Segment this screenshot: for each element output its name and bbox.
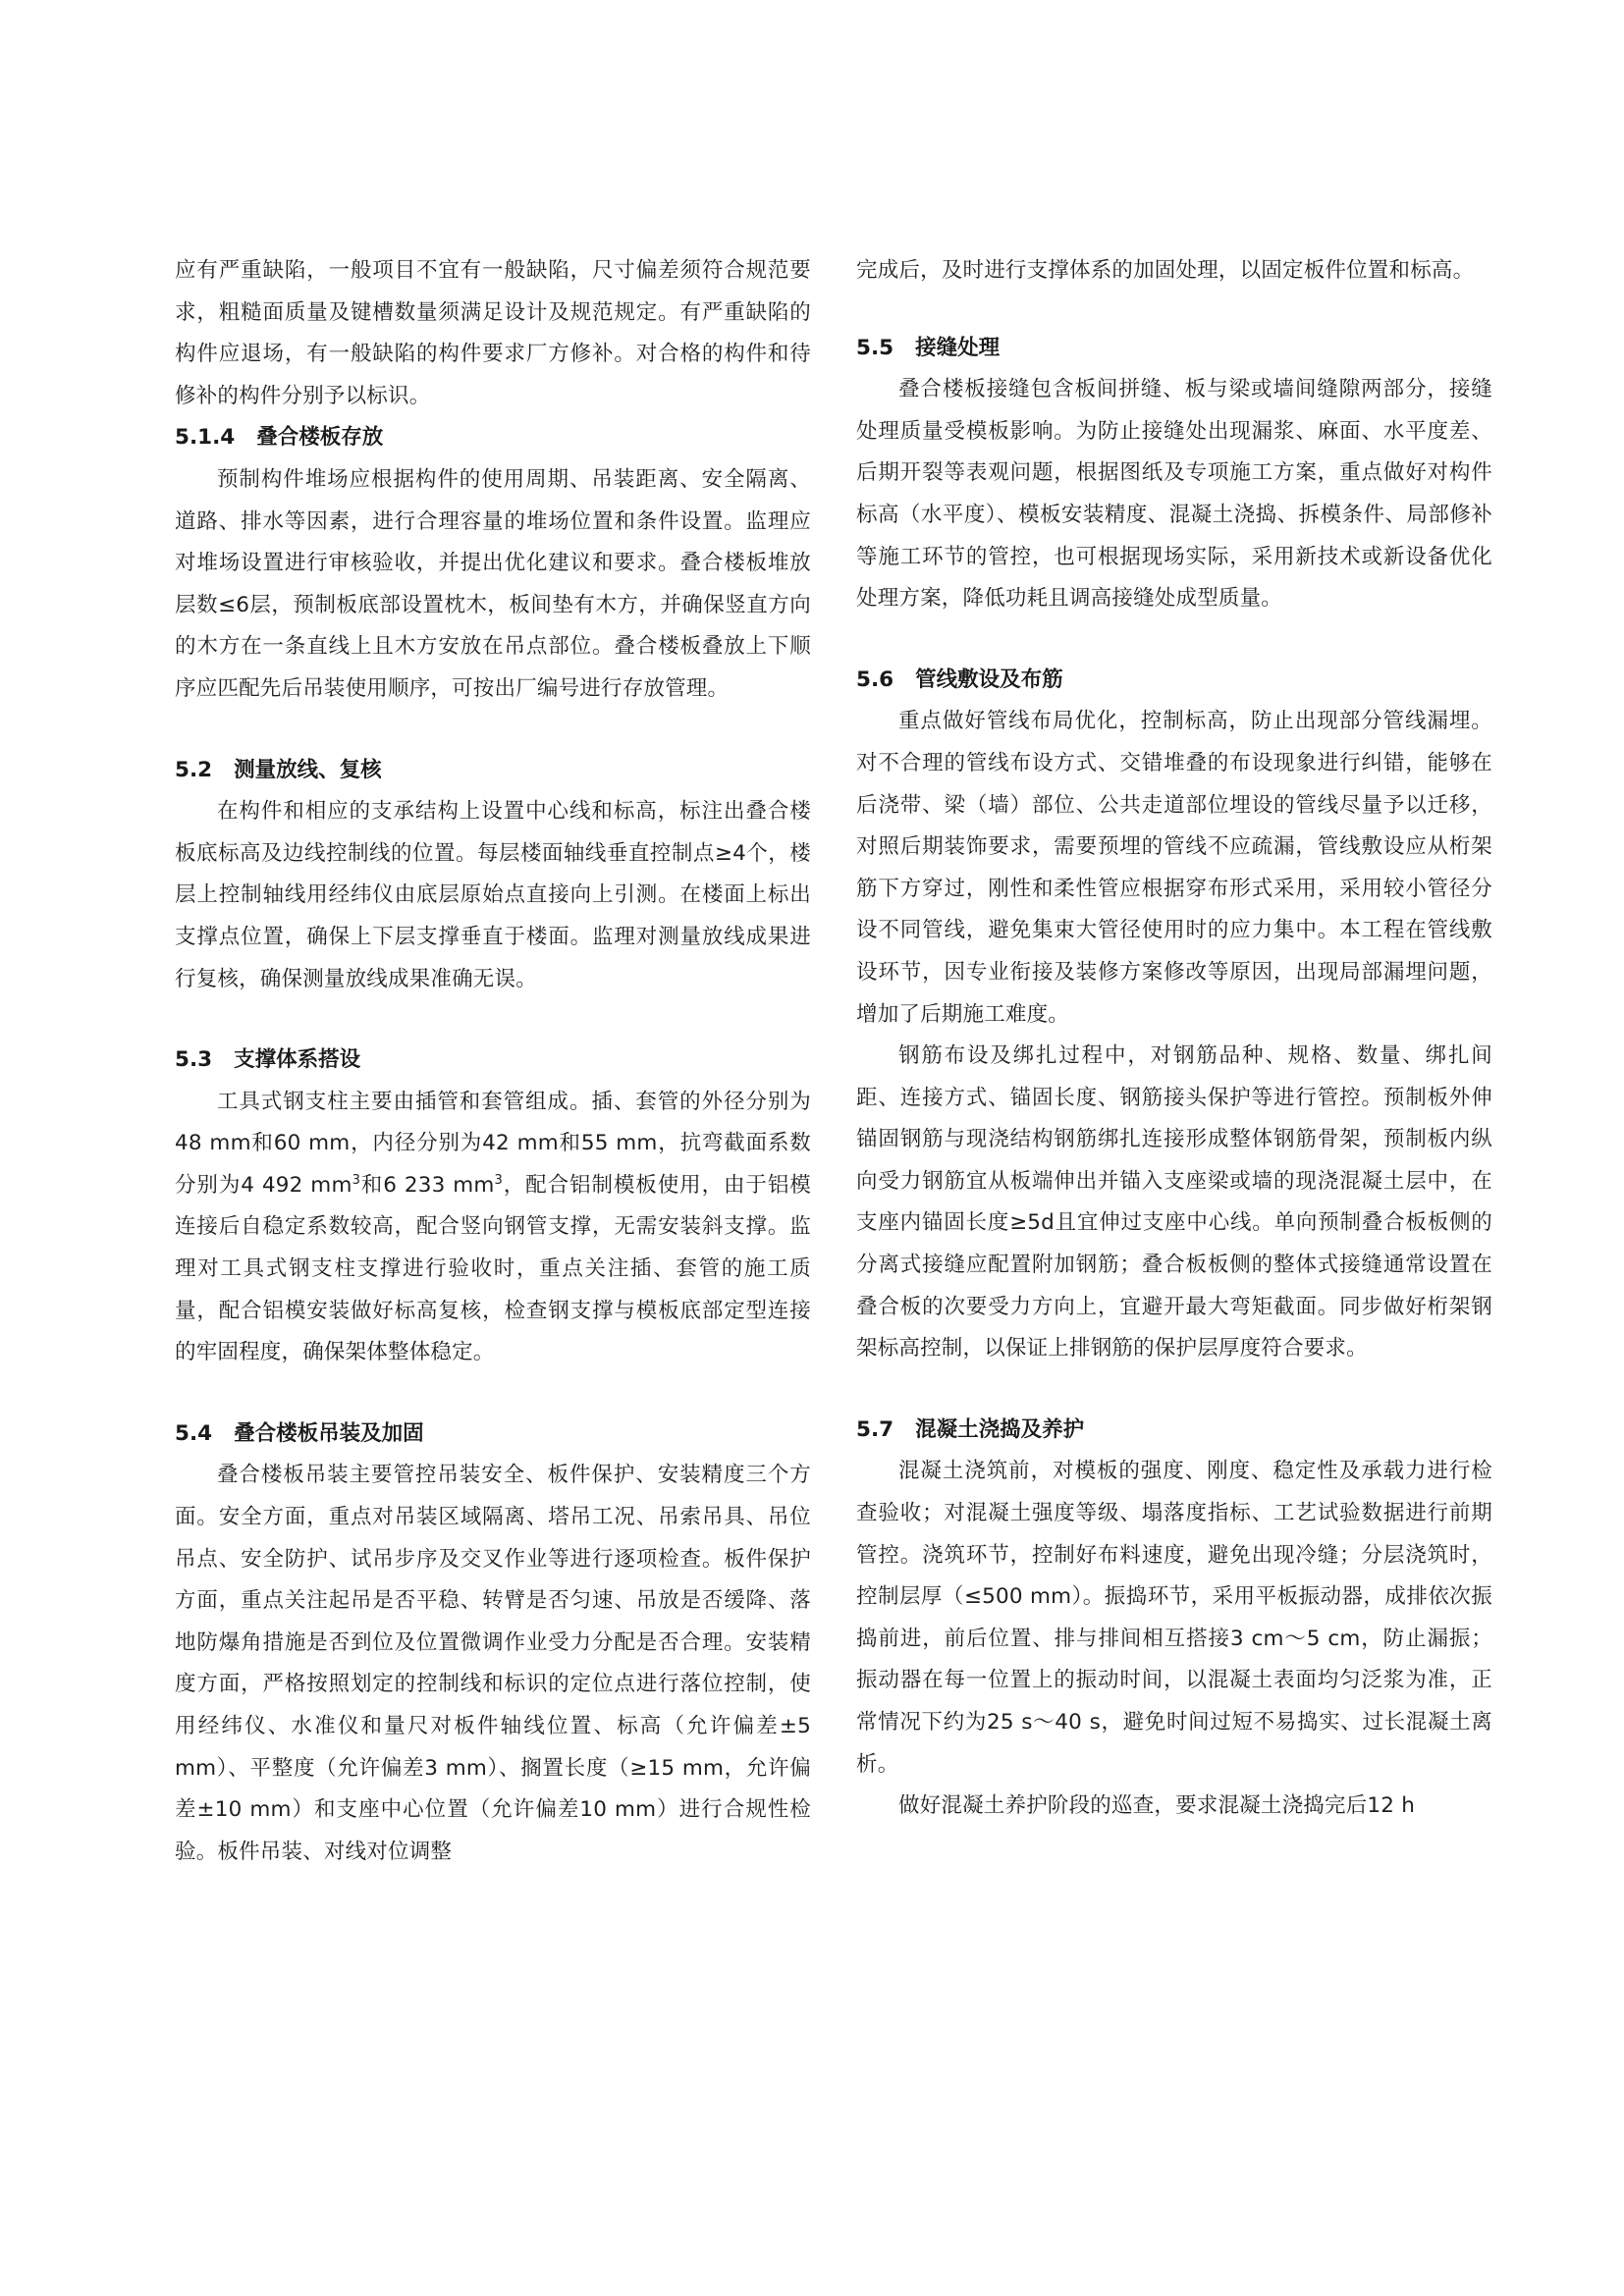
section-5-7-paragraph-2: 做好混凝土养护阶段的巡查，要求混凝土浇捣完后12 h	[898, 1793, 1416, 1819]
section-heading-5-1-4	[175, 417, 811, 459]
section-heading-5-5	[856, 328, 1492, 370]
left-column	[175, 250, 811, 1873]
section-title: 测量放线、复核	[234, 757, 382, 782]
section-heading-5-6	[856, 660, 1492, 702]
section-5-4-paragraph: 叠合楼板吊装主要管控吊装安全、板件保护、安装精度三个方面。安全方面，重点对吊装区域隔离、塔吊工况、吊索吊具、吊位吊点、安全防护、试吊步序及交叉作业等进行逐项检查。板件保护方面，重点关注起吊是否平稳、转臂是否匀速、吊放是否缓降、落地防爆角措施是否到位及位置微调作业受力分配是否合理。安装精度方面，严格按照划定的控制线和标识的定位点进行落位控制，使用经纬仪、水准仪和量尺对板件轴线位置、标高（允许偏差±5 mm）、平整度（允许偏差3 mm）、搁置长度（≥15 mm，允许偏差±10 mm）和支座中心位置（允许偏差10 mm）进行合规性检验。板件吊装、对线对位调整	[175, 1463, 811, 1864]
intro-paragraph: 应有严重缺陷，一般项目不宜有一般缺陷，尺寸偏差须符合规范要求，粗糙面质量及键槽数量须满足设计及规范规定。有严重缺陷的构件应退场，有一般缺陷的构件要求厂方修补。对合格的构件和待修补的构件分别予以标识。	[175, 258, 811, 408]
section-title: 混凝土浇捣及养护	[915, 1416, 1085, 1442]
section-heading-5-2	[175, 750, 811, 792]
section-5-2-paragraph: 在构件和相应的支承结构上设置中心线和标高，标注出叠合楼板底标高及边线控制线的位置。每层楼面轴线垂直控制点≥4个，楼层上控制轴线用经纬仪由底层原始点直接向上引测。在楼面上标出支撑点位置，确保上下层支撑垂直于楼面。监理对测量放线成果进行复核，确保测量放线成果准确无误。	[175, 799, 811, 991]
section-5-6-paragraph-2: 钢筋布设及绑扎过程中，对钢筋品种、规格、数量、绑扎间距、连接方式、锚固长度、钢筋接头保护等进行管控。预制板外伸锚固钢筋与现浇结构钢筋绑扎连接形成整体钢筋骨架，预制板内纵向受力钢筋宜从板端伸出并锚入支座梁或墙的现浇混凝土层中，在支座内锚固长度≥5d且宜伸过支座中心线。单向预制叠合板板侧的分离式接缝应配置附加钢筋；叠合板板侧的整体式接缝通常设置在叠合板的次要受力方向上，宜避开最大弯矩截面。同步做好桁架钢架标高控制，以保证上排钢筋的保护层厚度符合要求。	[856, 1043, 1492, 1362]
section-heading-5-4	[175, 1414, 811, 1456]
section-title: 管线敷设及布筋	[915, 667, 1063, 692]
section-heading-5-7	[856, 1410, 1492, 1452]
section-5-6-paragraph-1: 重点做好管线布局优化，控制标高，防止出现部分管线漏埋。对不合理的管线布设方式、交错堆叠的布设现象进行纠错，能够在后浇带、梁（墙）部位、公共走道部位埋设的管线尽量予以迁移，对照后期装饰要求，需要预埋的管线不应疏漏，管线敷设应从桁架筋下方穿过，刚性和柔性管应根据穿布形式采用，采用较小管径分设不同管线，避免集束大管径使用时的应力集中。本工程在管线敷设环节，因专业衔接及装修方案修改等原因，出现局部漏埋问题，增加了后期施工难度。	[856, 709, 1492, 1027]
section-number: 5.7	[856, 1416, 894, 1442]
section-number: 5.3	[175, 1047, 213, 1073]
section-number: 5.4	[175, 1420, 213, 1446]
continuation-paragraph: 完成后，及时进行支撑体系的加固处理，以固定板件位置和标高。	[856, 258, 1475, 283]
section-number: 5.2	[175, 757, 213, 782]
section-title: 接缝处理	[915, 335, 1001, 360]
section-title: 叠合楼板吊装及加固	[234, 1420, 424, 1446]
section-title: 支撑体系搭设	[234, 1047, 361, 1073]
section-5-1-4-paragraph: 预制构件堆场应根据构件的使用周期、吊装距离、安全隔离、道路、排水等因素，进行合理容量的堆场位置和条件设置。监理应对堆场设置进行审核验收，并提出优化建议和要求。叠合楼板堆放层数≤6层，预制板底部设置枕木，板间垫有木方，并确保竖直方向的木方在一条直线上且木方安放在吊点部位。叠合楼板叠放上下顺序应匹配先后吊装使用顺序，可按出厂编号进行存放管理。	[175, 466, 811, 701]
section-5-5-paragraph: 叠合楼板接缝包含板间拼缝、板与梁或墙间缝隙两部分，接缝处理质量受模板影响。为防止接缝处出现漏浆、麻面、水平度差、后期开裂等表观问题，根据图纸及专项施工方案，重点做好对构件标高（水平度）、模板安装精度、混凝土浇捣、拆模条件、局部修补等施工环节的管控，也可根据现场实际，采用新技术或新设备优化处理方案，降低功耗且调高接缝处成型质量。	[856, 377, 1492, 612]
section-number: 5.5	[856, 335, 894, 360]
section-title: 叠合楼板存放	[256, 425, 384, 451]
right-column	[856, 250, 1492, 1828]
section-5-3-paragraph: 工具式钢支柱主要由插管和套管组成。插、套管的外径分别为48 mm和60 mm，内径分别为42 mm和55 mm，抗弯截面系数分别为4 492 $mm^3$和6 233 $mm^3$，配合铝制模板使用，由于铝模连接后自稳定系数较高，配合竖向钢管支撑，无需安装斜支撑。监理对工具式钢支柱支撑进行验收时，重点关注插、套管的施工质量，配合铝模安装做好标高复核，检查钢支撑与模板底部定型连接的牢固程度，确保架体整体稳定。	[175, 1089, 811, 1365]
section-5-7-paragraph-1: 混凝土浇筑前，对模板的强度、刚度、稳定性及承载力进行检查验收；对混凝土强度等级、塌落度指标、工艺试验数据进行前期管控。浇筑环节，控制好布料速度，避免出现冷缝；分层浇筑时，控制层厚（≤500 mm）。振捣环节，采用平板振动器，成排依次振捣前进，前后位置、排与排间相互搭接3 cm～5 cm，防止漏振；振动器在每一位置上的振动时间，以混凝土表面均匀泛浆为准，正常情况下约为25 s～40 s，避免时间过短不易捣实、过长混凝土离析。	[856, 1459, 1492, 1777]
section-number: 5.1.4	[175, 425, 236, 451]
section-heading-5-3	[175, 1040, 811, 1082]
section-number: 5.6	[856, 667, 894, 692]
